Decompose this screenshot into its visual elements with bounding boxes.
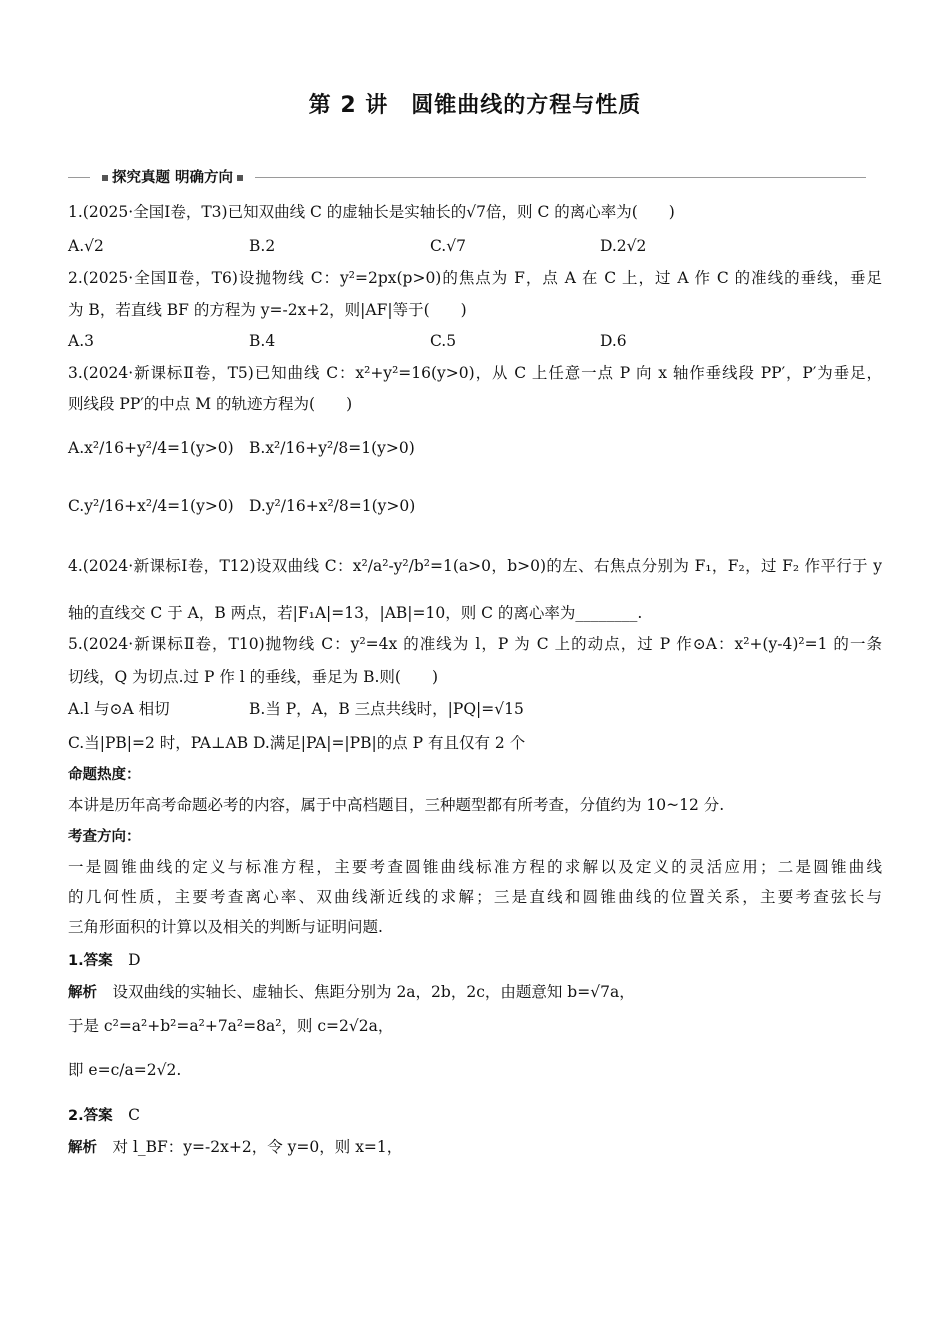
a1-answer-value: D — [128, 951, 141, 969]
q3-stem-line1: 3.(2024·新课标Ⅱ卷，T5)已知曲线 C：x²+y²=16(y>0)，从 C 上任意一点 P 向 x 轴作垂线段 PP′，P′为垂足， — [68, 364, 882, 382]
direction-line2: 的几何性质，主要考查离心率、双曲线渐近线的求解；三是直线和圆锥曲线的位置关系，主要考查弦长与 — [68, 888, 882, 906]
q3-option-c: C.y²/16+x²/4=1(y>0) — [68, 497, 234, 515]
q2-option-d: D.6 — [600, 332, 627, 350]
direction-line1: 一是圆锥曲线的定义与标准方程，主要考查圆锥曲线标准方程的求解以及定义的灵活应用；二是圆锥曲线 — [68, 858, 882, 876]
a1-analysis-line3: 即 e=c/a=2√2. — [68, 1061, 182, 1079]
heat-label: 命题热度： — [68, 767, 141, 783]
a1-answer-line — [68, 950, 141, 971]
q3-stem-line2: 则线段 PP′的中点 M 的轨迹方程为( ) — [68, 395, 353, 413]
q1-option-a: A.√2 — [68, 237, 104, 255]
q5-option-d: D.满足|PA|=|PB|的点 P 有且仅有 2 个 — [253, 734, 526, 752]
q1-stem: 1.(2025·全国Ⅰ卷，T3)已知双曲线 C 的虚轴长是实轴长的√7倍，则 C 的离心率为( ) — [68, 203, 675, 221]
q2-stem-line2: 为 B，若直线 BF 的方程为 y=-2x+2，则|AF|等于( ) — [68, 301, 467, 319]
a1-analysis-label: 解析 — [68, 985, 97, 1001]
a2-answer-value: C — [128, 1106, 140, 1124]
q1-option-b: B.2 — [249, 237, 276, 255]
direction-line3: 三角形面积的计算以及相关的判断与证明问题. — [68, 918, 383, 936]
section-label: 探究真题 明确方向 — [90, 167, 255, 189]
bullet-square-icon — [102, 175, 108, 181]
q3-option-b: B.x²/16+y²/8=1(y>0) — [249, 439, 415, 457]
q5-option-a: A.l 与⊙A 相切 — [68, 700, 170, 718]
q5-option-b: B.当 P，A，B 三点共线时，|PQ|=√15 — [249, 700, 524, 718]
heat-text: 本讲是历年高考命题必考的内容，属于中高档题目，三种题型都有所考查，分值约为 10~12 分. — [68, 796, 725, 814]
a2-answer-line — [68, 1105, 140, 1126]
q2-option-a: A.3 — [68, 332, 94, 350]
a1-analysis-line1: 解析 设双曲线的实轴长、虚轴长、焦距分别为 2a，2b，2c，由题意知 b=√7a， — [68, 983, 635, 1001]
q1-option-d: D.2√2 — [600, 237, 647, 255]
q3-option-d: D.y²/16+x²/8=1(y>0) — [249, 497, 416, 515]
q3-option-a: A.x²/16+y²/4=1(y>0) — [68, 439, 234, 457]
section-header — [68, 167, 866, 189]
q5-stem-line2: 切线，Q 为切点.过 P 作 l 的垂线，垂足为 B.则( ) — [68, 668, 438, 686]
a1-answer-label: 1.答案 — [68, 953, 113, 969]
direction-label: 考查方向： — [68, 829, 141, 845]
q4-stem-line1: 4.(2024·新课标Ⅰ卷，T12)设双曲线 C：x²/a²-y²/b²=1(a>0，b>0)的左、右焦点分别为 F₁，F₂，过 F₂ 作平行于 y — [68, 557, 882, 575]
a1-analysis-line2: 于是 c²=a²+b²=a²+7a²=8a²，则 c=2√2a， — [68, 1017, 394, 1035]
q1-option-c: C.√7 — [430, 237, 466, 255]
q2-stem-line1: 2.(2025·全国Ⅱ卷，T6)设抛物线 C：y²=2px(p>0)的焦点为 F，点 A 在 C 上，过 A 作 C 的准线的垂线，垂足 — [68, 269, 882, 287]
q5-stem-line1: 5.(2024·新课标Ⅱ卷，T10)抛物线 C：y²=4x 的准线为 l，P 为 C 上的动点，过 P 作⊙A：x²+(y-4)²=1 的一条 — [68, 635, 882, 653]
q4-stem-line2: 轴的直线交 C 于 A，B 两点，若|F₁A|=13，|AB|=10，则 C 的离心率为________. — [68, 604, 643, 622]
q5-option-c: C.当|PB|=2 时，PA⊥AB — [68, 734, 249, 752]
a2-analysis-line1: 解析 对 l_BF：y=-2x+2，令 y=0，则 x=1， — [68, 1138, 403, 1156]
q2-option-c: C.5 — [430, 332, 457, 350]
a2-answer-label: 2.答案 — [68, 1108, 113, 1124]
page-title: 第 2 讲 圆锥曲线的方程与性质 — [308, 93, 642, 118]
q2-option-b: B.4 — [249, 332, 276, 350]
a2-analysis-label: 解析 — [68, 1140, 97, 1156]
bullet-square-icon — [237, 175, 243, 181]
